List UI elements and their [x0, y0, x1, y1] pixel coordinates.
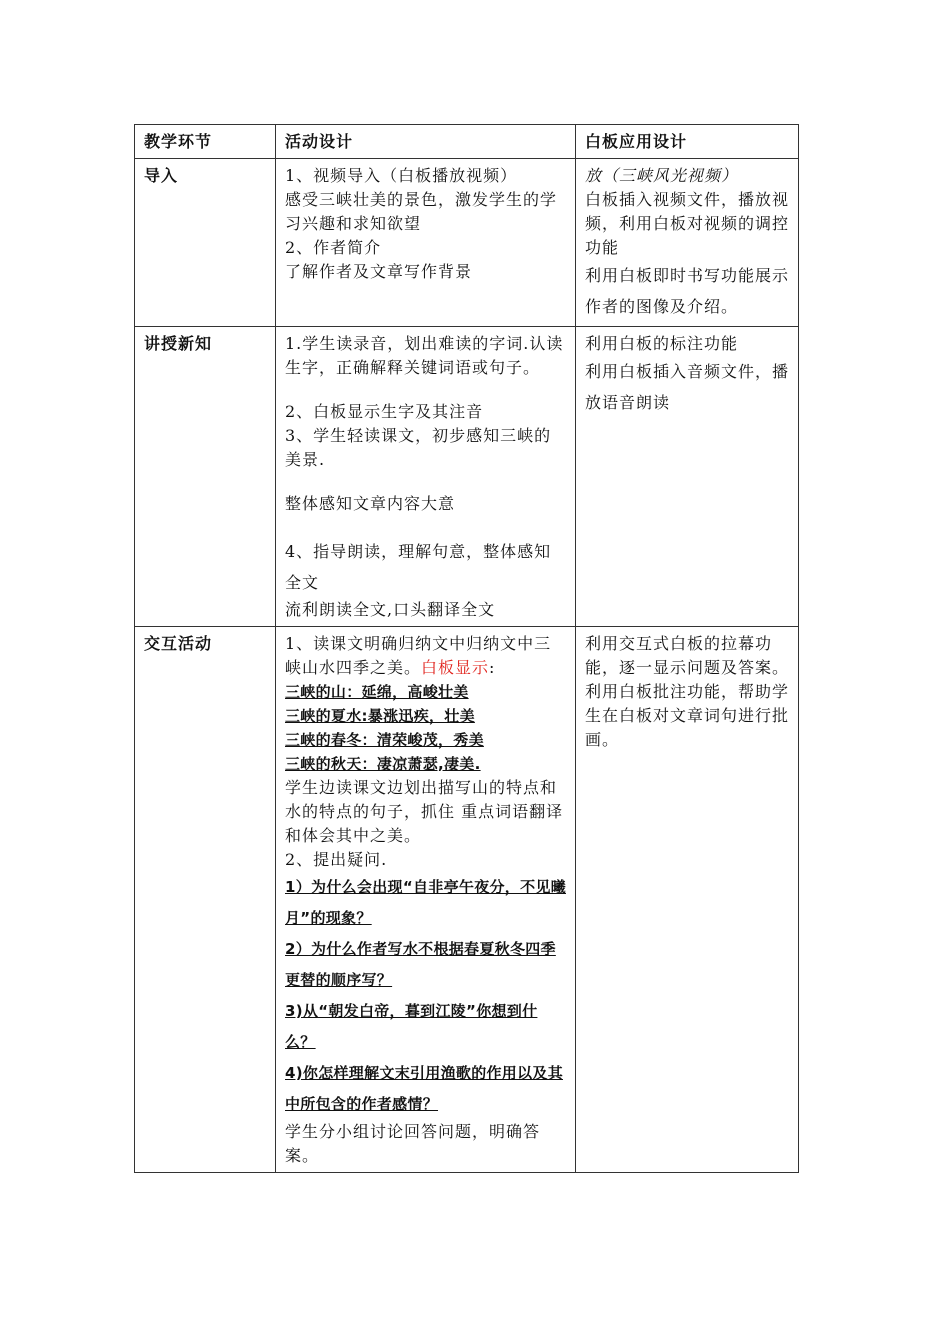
stage-cell: 讲授新知 [135, 327, 276, 627]
activity-line: 2、作者简介 [285, 238, 382, 257]
question-line: 1）为什么会出现“自非亭午夜分，不见曦月”的现象？ [285, 878, 566, 927]
table-row-intro [135, 159, 799, 327]
activity-line: 4、指导朗读，理解句意，整体感知全文 [285, 542, 552, 592]
header-stage: 教学环节 [135, 125, 276, 159]
activity-line: 感受三峡壮美的景色，激发学生的学习兴趣和求知欲望 [285, 190, 558, 233]
question-line: 3)从“朝发白帝，暮到江陵”你想到什么？ [285, 1002, 538, 1051]
whiteboard-line: 放（三峡风光视频） [585, 166, 739, 185]
header-whiteboard: 白板应用设计 [576, 125, 799, 159]
activity-line: 学生分小组讨论回答问题，明确答案。 [285, 1122, 541, 1165]
highlight-text: 白板显示 [421, 658, 490, 677]
whiteboard-line: 利用白板即时书写功能展示作者的图像及介绍。 [585, 266, 790, 316]
whiteboard-cell [576, 627, 799, 1173]
season-line: 三峡的山：延绵，高峻壮美 [285, 683, 469, 701]
stage-cell: 导入 [135, 159, 276, 327]
season-line: 三峡的夏水:暴涨迅疾，壮美 [285, 707, 475, 725]
whiteboard-cell [576, 327, 799, 627]
whiteboard-line: 利用白板批注功能，帮助学生在白板对文章词句进行批画。 [585, 682, 790, 749]
whiteboard-line: 利用白板的标注功能 [585, 334, 739, 353]
activity-line: 2、白板显示生字及其注音 [285, 402, 484, 421]
activity-cell [276, 159, 576, 327]
activity-line: 1.学生读录音，划出难读的字词.认读生字，正确解释关键词语或句子。 [285, 334, 564, 377]
stage-cell: 交互活动 [135, 627, 276, 1173]
activity-line: 1、视频导入（白板播放视频） [285, 166, 518, 185]
activity-line: 整体感知文章内容大意 [285, 494, 456, 513]
header-activity: 活动设计 [276, 125, 576, 159]
header-row [135, 125, 799, 159]
table-row-new-knowledge [135, 327, 799, 627]
activity-line: 流利朗读全文,口头翻译全文 [285, 600, 496, 619]
question-line: 4)你怎样理解文末引用渔歌的作用以及其中所包含的作者感情？ [285, 1064, 563, 1113]
lesson-plan-table [134, 124, 799, 1173]
season-line: 三峡的春冬：清荣峻茂，秀美 [285, 731, 484, 749]
whiteboard-cell [576, 159, 799, 327]
whiteboard-line: 白板插入视频文件，播放视频，利用白板对视频的调控功能 [585, 190, 790, 257]
activity-cell [276, 627, 576, 1173]
whiteboard-line: 利用交互式白板的拉幕功能，逐一显示问题及答案。 [585, 634, 790, 677]
activity-line: 了解作者及文章写作背景 [285, 262, 473, 281]
colon-text: : [489, 658, 496, 677]
whiteboard-line: 利用白板插入音频文件，播放语音朗读 [585, 362, 790, 412]
activity-line [285, 632, 567, 680]
table-row-interactive [135, 627, 799, 1173]
activity-line: 学生边读课文边划出描写山的特点和水的特点的句子，抓住 重点词语翻译和体会其中之美。 [285, 778, 564, 845]
activity-line: 3、学生轻读课文，初步感知三峡的美景. [285, 426, 552, 469]
season-line: 三峡的秋天：凄凉萧瑟,凄美. [285, 755, 481, 773]
question-line: 2）为什么作者写水不根据春夏秋冬四季更替的顺序写？ [285, 940, 556, 989]
activity-line: 2、提出疑问. [285, 850, 388, 869]
activity-cell [276, 327, 576, 627]
intro-text: 1、读课文明确归纳文中归纳文中三峡山水四季之美。 [285, 634, 552, 677]
